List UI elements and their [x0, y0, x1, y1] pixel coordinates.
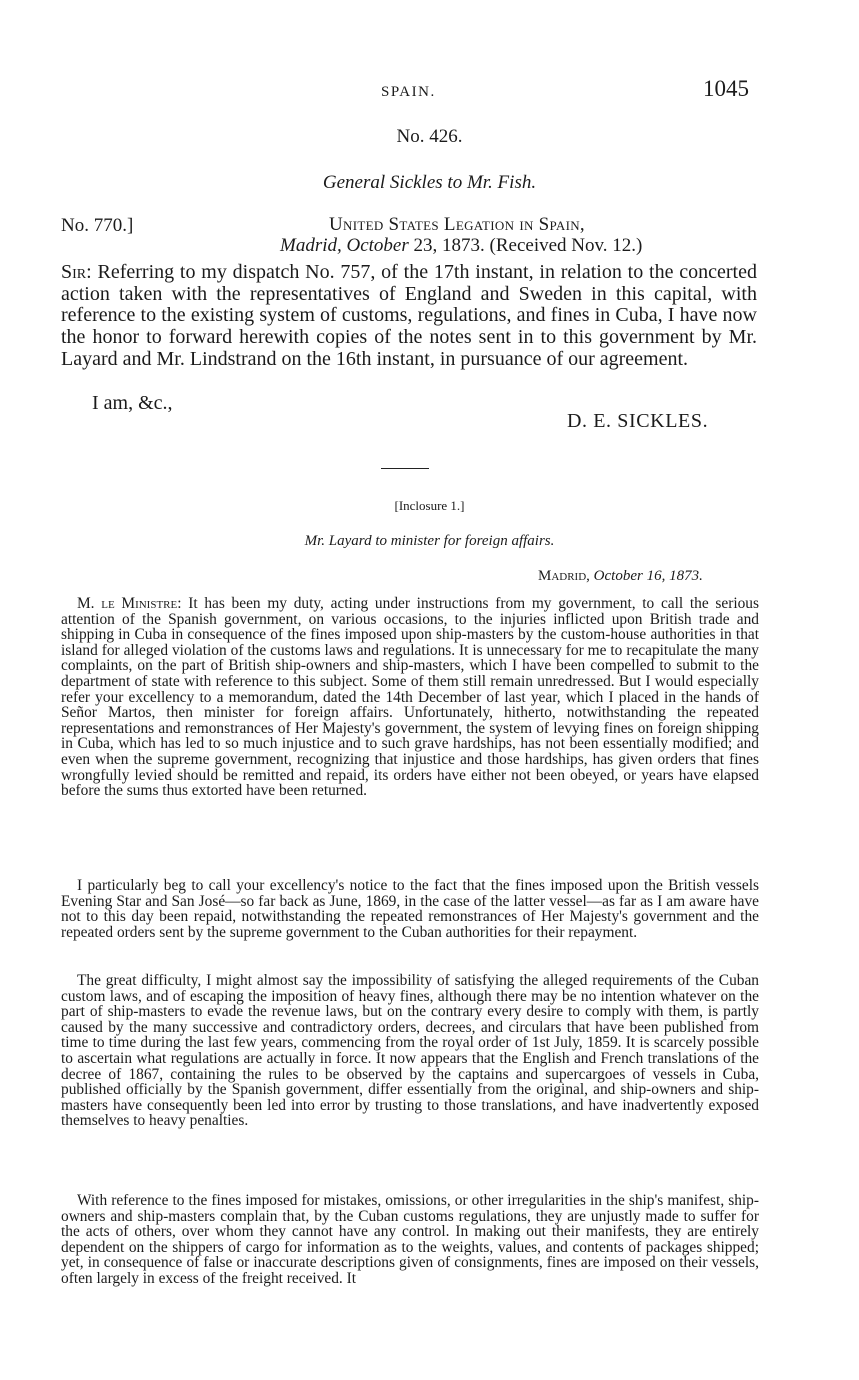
- dispatch-date-rest: 23, 1873. (Received Nov. 12.): [408, 235, 643, 256]
- legation-heading: United States Legation in Spain,: [329, 214, 585, 235]
- inclosure-title: Mr. Layard to minister for foreign affairs.: [304, 533, 555, 549]
- letter-closing: I am, &c.,: [92, 392, 173, 414]
- inclosure-paragraph-3: The great difficulty, I might almost say the impossibility of satisfying the alleged requirements of the Cuban custom laws, and of escaping the imposition of heavy fines, although there may be no intention whatever on the part of ship-masters to evade the revenue laws, but on the contrary every desire to comply with them, is partly caused by the many successive and contradictory orders, decrees, and circulars that have been published from time to time during the last few years, commencing from the royal order of 1st July, 1859. It is scarcely possible to ascertain what regulations are actually in force. It now appears that the English and French translations of the decree of 1867, containing the rules to be observed by the captains and supercargoes of vessels in Cuba, published officially by the Spanish government, differ essentially from the original, and ship-owners and ship-masters have consequently been led into error by trusting to those translations, and have inadvertently exposed themselves to heavy penalties.: [61, 972, 759, 1130]
- dispatch-date: [280, 235, 642, 257]
- section-divider: [381, 468, 429, 469]
- page-number: 1045: [703, 76, 749, 101]
- dispatch-number: No. 770.]: [61, 215, 134, 236]
- inclosure-date-rest: October 16, 1873.: [593, 568, 703, 584]
- letter-body: [61, 262, 757, 371]
- inclosure-label: [Inclosure 1.]: [394, 498, 465, 513]
- inclosure-paragraph-4: With reference to the fines imposed for mistakes, omissions, or other irregularities in the ship's manifest, ship-owners and ship-masters complain that, by the Cuban customs regulations, they are unjustly made to suffer for the acts of others, over whom they cannot have any control. In making out their manifests, they are entirely dependent on the shippers of cargo for information as to the weights, values, and contents of packages shipped; yet, in consequence of false or inaccurate descriptions given of consignments, fines are imposed on their vessels, often largely in excess of the freight received. It: [61, 1192, 759, 1287]
- dispatch-date-place: Madrid, October: [280, 235, 409, 256]
- document-title: General Sickles to Mr. Fish.: [322, 172, 537, 193]
- inclosure-paragraph-2: I particularly beg to call your excellency's notice to the fact that the fines imposed upon the British vessels Evening Star and San José—so far back as June, 1869, in the case of the latter vessel—as far as I am aware have not to this day been repaid, notwithstanding the repeated remonstrances of Her Majesty's government and the repeated orders sent by the supreme government to the Cuban authorities for their repayment.: [61, 877, 759, 941]
- letter-text: Referring to my dispatch No. 757, of the 17th instant, in relation to the concerted action taken with the representatives of England and Sweden in this capital, with reference to the existing system of customs, regulations, and fines in Cuba, I have now the honor to forward herewith copies of the notes sent in to this government by Mr. Layard and Mr. Lindstrand on the 16th instant, in pursuance of our agreement.: [61, 261, 757, 370]
- letter-signature: D. E. SICKLES.: [567, 410, 709, 432]
- inclosure-paragraph-1-text: It has been my duty, acting under instructions from my government, to call the serious attention of the Spanish government, on various occasions, to the injuries inflicted upon British trade and shipping in Cuba in consequence of the fines imposed upon ship-masters by the custom-house authorities in that island for alleged violation of the customs laws and regulations. It is unnecessary for me to recapitulate the many complaints, on the part of British ship-owners and ship-masters, which I have been compelled to submit to the department of state with reference to this subject. Some of them still remain unredressed. But I would especially refer your excellency to a memorandum, dated the 14th December of last year, which I placed in the hands of Señor Martos, then minister for foreign affairs. Unfortunately, hitherto, notwithstanding the repeated representations and remonstrances of Her Majesty's government, the system of levying fines on foreign shipping in Cuba, which has led to so much injustice and to such grave hardships, has not been essentially modified; and even when the supreme government, recognizing that injustice and those hardships, has given orders that fines wrongfully levied should be remitted and repaid, its orders have either not been obeyed, or years have elapsed before the sums thus extorted have been returned.: [61, 595, 759, 800]
- inclosure-date: [538, 568, 703, 585]
- letter-salutation: Sir:: [61, 261, 92, 283]
- document-number: No. 426.: [396, 126, 463, 147]
- inclosure-salutation: M. le Ministre:: [77, 595, 182, 612]
- inclosure-date-place: Madrid,: [538, 568, 590, 584]
- running-head: SPAIN.: [381, 84, 436, 100]
- inclosure-paragraph-1: [61, 596, 759, 799]
